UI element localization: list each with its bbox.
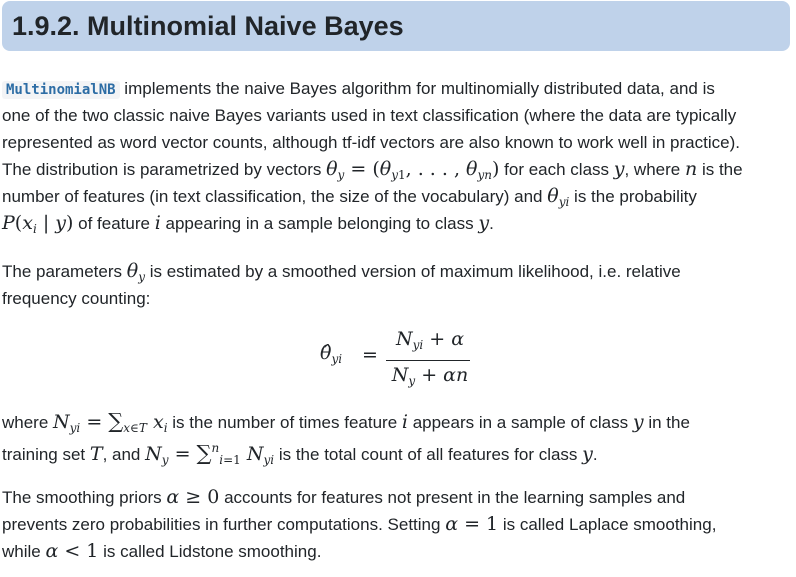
where-text: is the number of times feature (167, 413, 402, 432)
intro-text: is the (697, 160, 743, 179)
where-text: in the (643, 413, 690, 432)
section-title: 1.9.2. Multinomial Naive Bayes (12, 11, 404, 41)
where-text: training set (2, 445, 90, 464)
smoothing-text: is called Lidstone smoothing. (98, 542, 322, 561)
class-name-code[interactable]: MultinomialNB (2, 81, 120, 99)
smoothing-text: while (2, 542, 46, 561)
math-ny-sum: $N_y = \sum^n_{i=1}$ $N_{yi}$ (145, 441, 275, 467)
intro-text: one of the two classic naive Bayes variants used in text classification (where the data are typically (2, 106, 737, 125)
intro-text: . (489, 214, 494, 233)
math-T: T (89, 443, 103, 465)
math-theta-yi: $\theta_{yi}$ (547, 185, 570, 209)
intro-text: for each class (499, 160, 614, 179)
math-i: i (154, 212, 161, 234)
theta-hat-formula: $\thetâ_{yi}$ = $N_{yi} + \alpha$ $N_y + \alpha n$ (320, 328, 469, 388)
smoothing-text: prevents zero probabilities in further computations. Setting (2, 515, 446, 534)
intro-text: , where (624, 160, 685, 179)
math-y: y (632, 411, 644, 433)
intro-paragraph (2, 75, 743, 237)
math-nyi-sum: $N_{yi} = \sum_{x\in T}$ $x_i$ (53, 409, 168, 435)
math-y: y (613, 158, 625, 180)
math-probability: $P(x_i$ | y) (2, 212, 74, 236)
math-y: y (478, 212, 490, 234)
intro-text: number of features (in text classification, the size of the vocabulary) and (2, 187, 548, 206)
section-heading (2, 1, 790, 51)
params-paragraph (2, 258, 681, 312)
params-text: The parameters (2, 262, 127, 281)
smoothing-text: The smoothing priors (2, 488, 167, 507)
intro-text: represented as word vector counts, although tf-idf vectors are also known to work well in practice). (2, 133, 740, 152)
math-theta-vector: $\theta_y = (\theta_{y1}$, . . . , $\theta_{yn}$) (326, 158, 500, 182)
where-text: where (2, 413, 54, 432)
intro-text: of feature (73, 214, 155, 233)
smoothing-text: accounts for features not present in the learning samples and (219, 488, 686, 507)
smoothing-text: is called Laplace smoothing, (498, 515, 717, 534)
where-paragraph (2, 408, 690, 467)
params-text: frequency counting: (2, 289, 151, 308)
where-text: , and (102, 445, 146, 464)
math-n: n (684, 158, 698, 180)
intro-text: is the probability (569, 187, 697, 206)
where-text: . (592, 445, 598, 464)
math-alpha-lt-1: α < 1 (45, 540, 99, 562)
math-y: y (582, 443, 593, 465)
intro-text: appearing in a sample belonging to class (160, 214, 479, 233)
math-theta-y: $\theta_y$ (126, 260, 145, 284)
math-alpha-eq-1: α = 1 (445, 513, 499, 535)
where-text: appears in a sample of class (407, 413, 633, 432)
math-i: i (401, 411, 408, 433)
smoothing-paragraph (2, 484, 716, 565)
intro-text: implements the naive Bayes algorithm for multinomially distributed data, and is (119, 79, 715, 98)
params-text: is estimated by a smoothed version of maximum likelihood, i.e. relative (144, 262, 681, 281)
math-alpha-geq-0: α ≥ 0 (166, 486, 220, 508)
intro-text: The distribution is parametrized by vectors (2, 160, 327, 179)
where-text: is the total count of all features for class (274, 445, 583, 464)
